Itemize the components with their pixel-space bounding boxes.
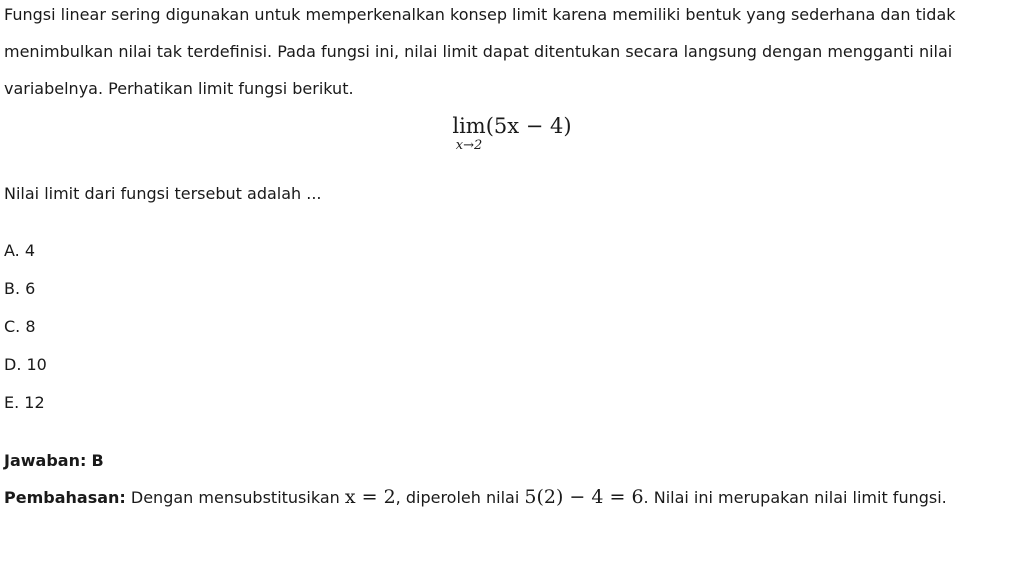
option-e: E. 12 <box>4 393 45 412</box>
answer-label: Jawaban: <box>4 451 87 470</box>
answer-line <box>4 442 1020 479</box>
limit-formula <box>4 107 1020 175</box>
explanation-text-3: . Nilai ini merupakan nilai limit fungsi. <box>643 488 947 507</box>
intro-paragraph: Fungsi linear sering digunakan untuk memperkenalkan konsep limit karena memiliki bentuk yang sederhana dan tidak menimbulkan nilai tak terdefinisi. Pada fungsi ini, nilai limit dapat ditentukan secara langsung dengan mengganti nilai variabelnya. Perhatikan limit fungsi berikut. <box>4 5 956 98</box>
option-a: A. 4 <box>4 241 36 260</box>
explanation-text-1: Dengan mensubstitusikan <box>130 488 340 507</box>
limit-expression: (5x − 4) <box>485 114 572 138</box>
question-text: Nilai limit dari fungsi tersebut adalah ... <box>4 184 322 203</box>
options-list <box>4 232 1020 422</box>
explanation-math-2: 5(2) − 4 = 6 <box>524 486 644 508</box>
explanation-paragraph <box>4 479 1020 516</box>
answer-value: B <box>91 451 104 470</box>
explanation-math-1: x = 2 <box>344 486 396 508</box>
limit-operator <box>452 113 485 153</box>
option-d: D. 10 <box>4 355 47 374</box>
lim-subscript: x→2 <box>455 138 483 153</box>
option-c: C. 8 <box>4 317 36 336</box>
explanation-label: Pembahasan: <box>4 488 126 507</box>
explanation-text-2: , diperoleh nilai <box>395 488 520 507</box>
option-b: B. 6 <box>4 279 36 298</box>
lim-text: lim <box>452 114 486 138</box>
